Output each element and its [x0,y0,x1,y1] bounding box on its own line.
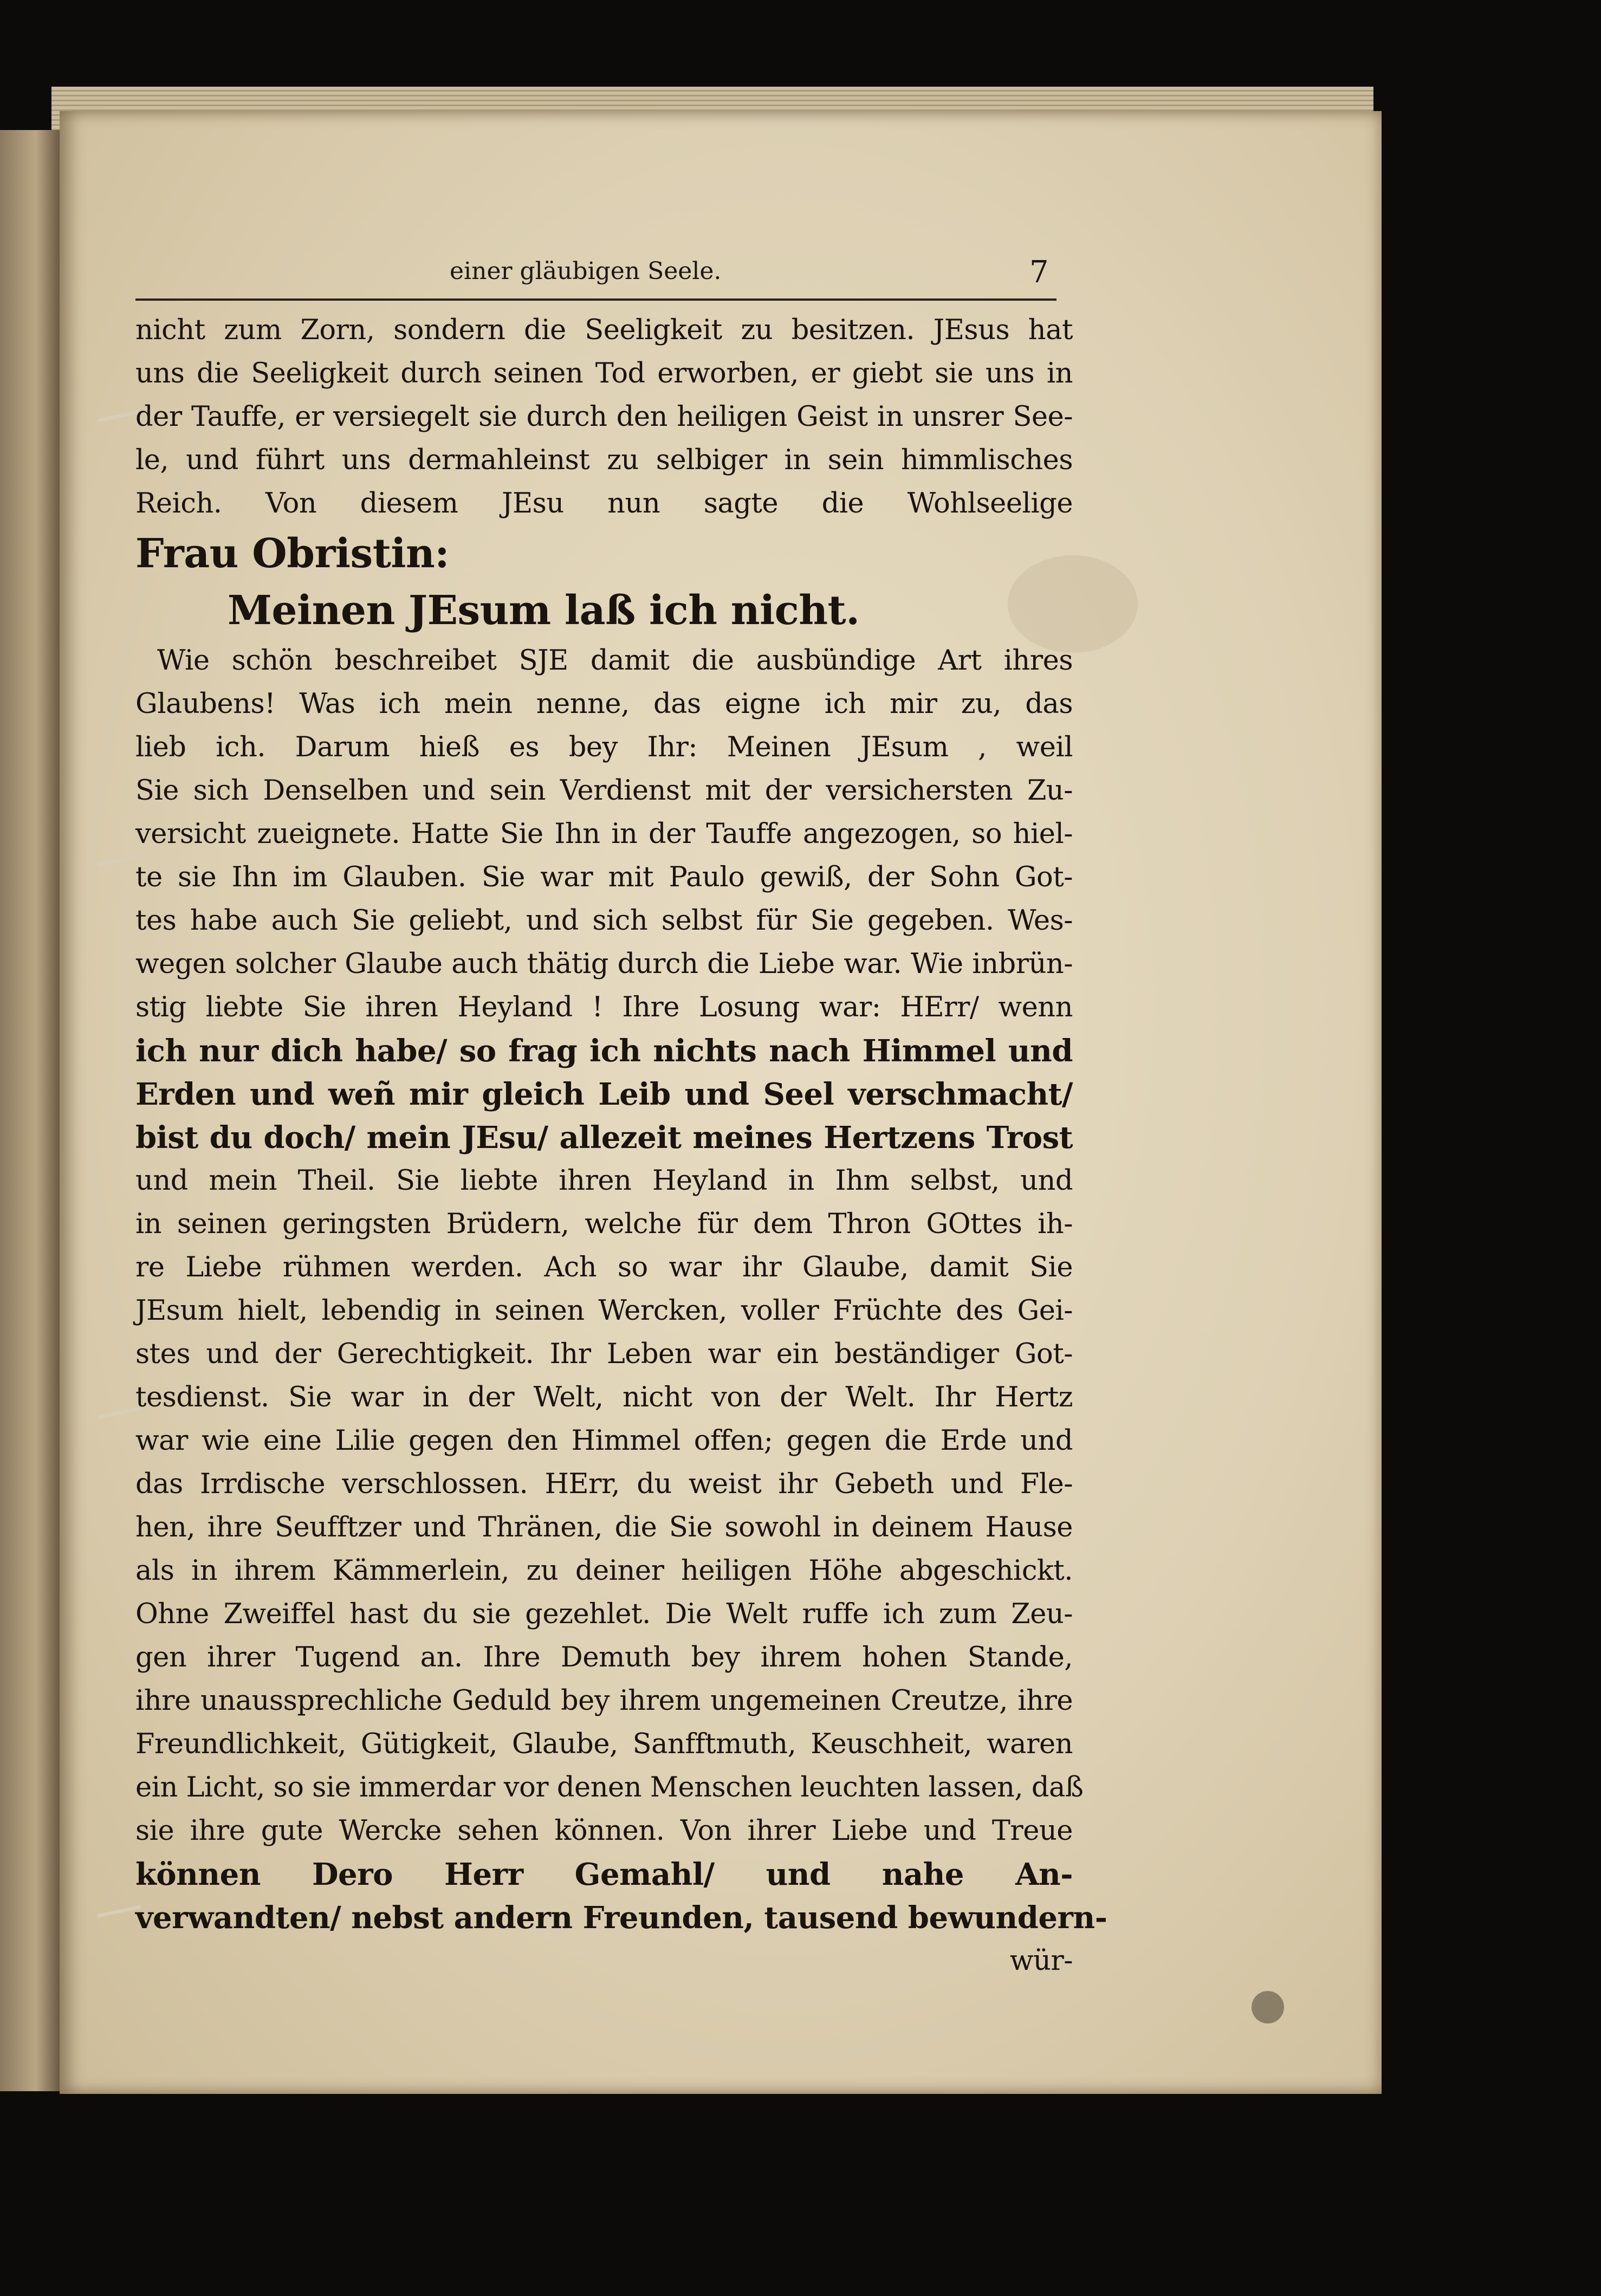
text-line: versicht zueignete. Hatte Sie Ihn in der Tauffe angezogen, so hiel- [135,818,1073,850]
text-line: in seinen geringsten Brüdern, welche für dem Thron GOttes ih- [135,1208,1073,1240]
text-line: gen ihrer Tugend an. Ihre Demuth bey ihrem hohen Stande, [135,1642,1073,1674]
text-line: ein Licht, so sie immerdar vor denen Menschen leuchten lassen, daß [135,1772,1084,1804]
text-line: das Irrdische verschlossen. HErr, du weist ihr Gebeth und Fle- [135,1468,1073,1500]
binding-thread-mark [98,1407,140,1419]
catchword: wür- [1009,1945,1073,1977]
text-line: stig liebte Sie ihren Heyland ! Ihre Losung war: HErr/ wenn [135,991,1073,1023]
title-line: Frau Obristin: [135,530,450,577]
text-line: te sie Ihn im Glauben. Sie war mit Paulo gewiß, der Sohn Got- [135,861,1073,893]
binding-thread-mark [98,410,140,423]
running-head: einer gläubigen Seele. [450,257,722,285]
text-line: Reich. Von diesem JEsu nun sagte die Wohlseelige [135,488,1073,520]
text-line: JEsum hielt, lebendig in seinen Wercken, voller Früchte des Gei- [135,1295,1073,1327]
text-line: stes und der Gerechtigkeit. Ihr Leben war ein beständiger Got- [135,1338,1073,1370]
binding-thread-mark [98,854,140,867]
text-line: tes habe auch Sie geliebt, und sich selbst für Sie gegeben. Wes- [135,905,1073,937]
text-line: tesdienst. Sie war in der Welt, nicht von der Welt. Ihr Hertz [135,1382,1073,1413]
text-line: Freundlichkeit, Gütigkeit, Glaube, Sanfftmuth, Keuschheit, waren [135,1728,1073,1760]
text-line: hen, ihre Seufftzer und Thränen, die Sie sowohl in deinem Hause [135,1512,1073,1543]
text-line: Wie schön beschreibet SJE damit die ausbündige Art ihres [157,645,1073,677]
text-line: lieb ich. Darum hieß es bey Ihr: Meinen JEsum , weil [135,731,1073,763]
text-line: Sie sich Denselben und sein Verdienst mit der versichersten Zu- [135,775,1073,807]
text-line: nicht zum Zorn, sondern die Seeligkeit zu besitzen. JEsus hat [135,314,1073,346]
text-line: können Dero Herr Gemahl/ und nahe An- [135,1857,1073,1892]
text-line: le, und führt uns dermahleinst zu selbiger in sein himmlisches [135,444,1073,476]
text-line: sie ihre gute Wercke sehen können. Von ihrer Liebe und Treue [135,1815,1073,1847]
text-line: re Liebe rühmen werden. Ach so war ihr Glaube, damit Sie [135,1251,1073,1283]
text-line: und mein Theil. Sie liebte ihren Heyland in Ihm selbst, und [135,1165,1073,1197]
text-line: verwandten/ nebst andern Freunden, tausend bewundern- [135,1900,1107,1936]
text-line: der Tauffe, er versiegelt sie durch den heiligen Geist in unsrer See- [135,401,1073,433]
text-line: Glaubens! Was ich mein nenne, das eigne ich mir zu, das [135,688,1073,720]
page-header [135,154,1056,312]
text-line: als in ihrem Kämmerlein, zu deiner heiligen Höhe abgeschickt. [135,1555,1073,1587]
text-line: ihre unaussprechliche Geduld bey ihrem ungemeinen Creutze, ihre [135,1685,1073,1717]
text-line: bist du doch/ mein JEsu/ allezeit meines Hertzens Trost [135,1120,1073,1156]
quote-line: Meinen JEsum laß ich nicht. [228,587,860,634]
text-line: Erden und weñ mir gleich Leib und Seel verschmacht/ [135,1076,1073,1112]
text-line: ich nur dich habe/ so frag ich nichts nach Himmel und [135,1033,1073,1069]
body-text [135,309,1107,1983]
text-line: war wie eine Lilie gegen den Himmel offen; gegen die Erde und [135,1425,1073,1457]
header-rule [135,299,1056,301]
paper-spot [1252,1991,1284,2023]
text-line: wegen solcher Glaube auch thätig durch die Liebe war. Wie inbrün- [135,948,1073,980]
text-line: uns die Seeligkeit durch seinen Tod erworben, er giebt sie uns in [135,358,1073,390]
page-number: 7 [1029,255,1049,290]
binding-thread-mark [98,1905,140,1918]
facing-page-edge [0,130,60,2091]
text-line: Ohne Zweiffel hast du sie gezehlet. Die Welt ruffe ich zum Zeu- [135,1598,1073,1630]
